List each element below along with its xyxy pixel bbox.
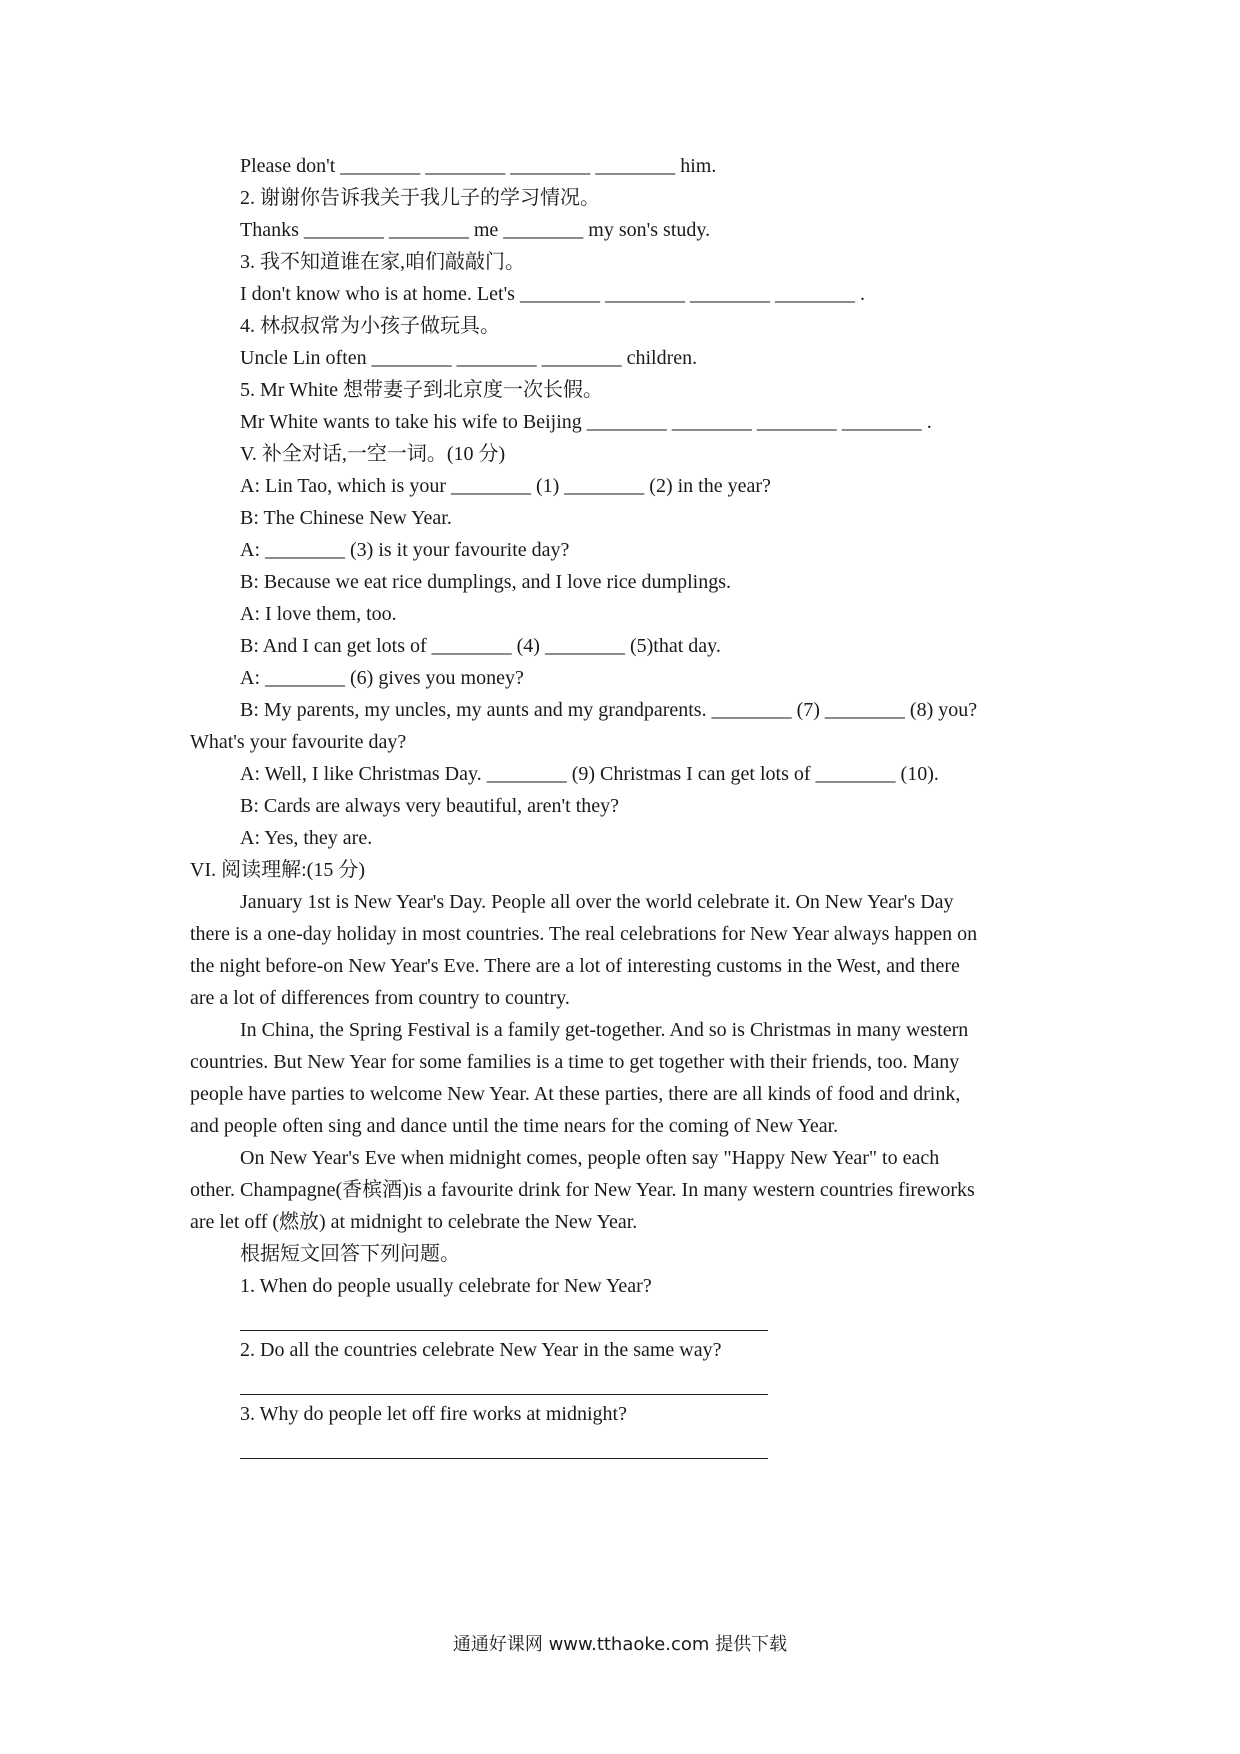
answer-line-2 [240, 1394, 768, 1395]
question-prompt: 4. 林叔叔常为小孩子做玩具。 [240, 315, 500, 337]
exercise-line: Mr White wants to take his wife to Beijing ________ ________ ________ ________ . [240, 411, 932, 433]
question-prompt: 3. 我不知道谁在家,咱们敲敲门。 [240, 251, 525, 273]
passage-line: January 1st is New Year's Day. People all over the world celebrate it. On New Year's Day [240, 891, 954, 913]
question-prompt: 5. Mr White 想带妻子到北京度一次长假。 [240, 379, 603, 401]
passage-line: are a lot of differences from country to country. [190, 987, 570, 1009]
dialogue-line: B: The Chinese New Year. [240, 507, 452, 529]
page-footer: 通通好课网 www.tthaoke.com 提供下载 [452, 1634, 788, 1655]
question-prompt: 2. 谢谢你告诉我关于我儿子的学习情况。 [240, 187, 600, 209]
section-heading: VI. 阅读理解:(15 分) [190, 859, 365, 881]
dialogue-line: B: Cards are always very beautiful, aren't they? [240, 795, 620, 817]
exercise-line: Uncle Lin often ________ ________ ________ children. [240, 347, 698, 369]
dialogue-line: A: Yes, they are. [240, 827, 373, 849]
dialogue-line: A: I love them, too. [240, 603, 397, 625]
dialogue-line: What's your favourite day? [190, 731, 407, 753]
section-heading: V. 补全对话,一空一词。(10 分) [240, 443, 506, 465]
dialogue-line: A: Lin Tao, which is your ________ (1) ________ (2) in the year? [240, 475, 771, 497]
passage-line: On New Year's Eve when midnight comes, people often say "Happy New Year" to each [240, 1147, 940, 1169]
instruction-line: 根据短文回答下列问题。 [240, 1243, 460, 1265]
dialogue-line: B: My parents, my uncles, my aunts and my grandparents. ________ (7) ________ (8) you? [240, 699, 978, 721]
passage-line: and people often sing and dance until the time nears for the coming of New Year. [190, 1115, 839, 1137]
passage-line: people have parties to welcome New Year. At these parties, there are all kinds of food and drink, [190, 1083, 961, 1105]
passage-line: are let off (燃放) at midnight to celebrate the New Year. [190, 1211, 638, 1233]
question-1: 1. When do people usually celebrate for New Year? [240, 1275, 652, 1297]
dialogue-line: A: ________ (6) gives you money? [240, 667, 524, 689]
exercise-line: Please don't ________ ________ ________ ________ him. [240, 155, 717, 177]
passage-line: In China, the Spring Festival is a family get-together. And so is Christmas in many western [240, 1019, 969, 1041]
dialogue-line: B: And I can get lots of ________ (4) ________ (5)that day. [240, 635, 721, 657]
answer-line-1 [240, 1330, 768, 1331]
answer-line-3 [240, 1458, 768, 1459]
question-2: 2. Do all the countries celebrate New Year in the same way? [240, 1339, 722, 1361]
passage-line: the night before-on New Year's Eve. There are a lot of interesting customs in the West, and there [190, 955, 960, 977]
passage-line: other. Champagne(香槟酒)is a favourite drink for New Year. In many western countries fireworks [190, 1179, 975, 1201]
dialogue-line: B: Because we eat rice dumplings, and I love rice dumplings. [240, 571, 731, 593]
question-3: 3. Why do people let off fire works at midnight? [240, 1403, 627, 1425]
dialogue-line: A: ________ (3) is it your favourite day? [240, 539, 570, 561]
passage-line: there is a one-day holiday in most countries. The real celebrations for New Year always happen on [190, 923, 978, 945]
passage-line: countries. But New Year for some families is a time to get together with their friends, too. Many [190, 1051, 960, 1073]
exercise-line: Thanks ________ ________ me ________ my son's study. [240, 219, 711, 241]
dialogue-line: A: Well, I like Christmas Day. ________ (9) Christmas I can get lots of ________ (10). [240, 763, 939, 785]
exercise-line: I don't know who is at home. Let's ________ ________ ________ ________ . [240, 283, 865, 305]
